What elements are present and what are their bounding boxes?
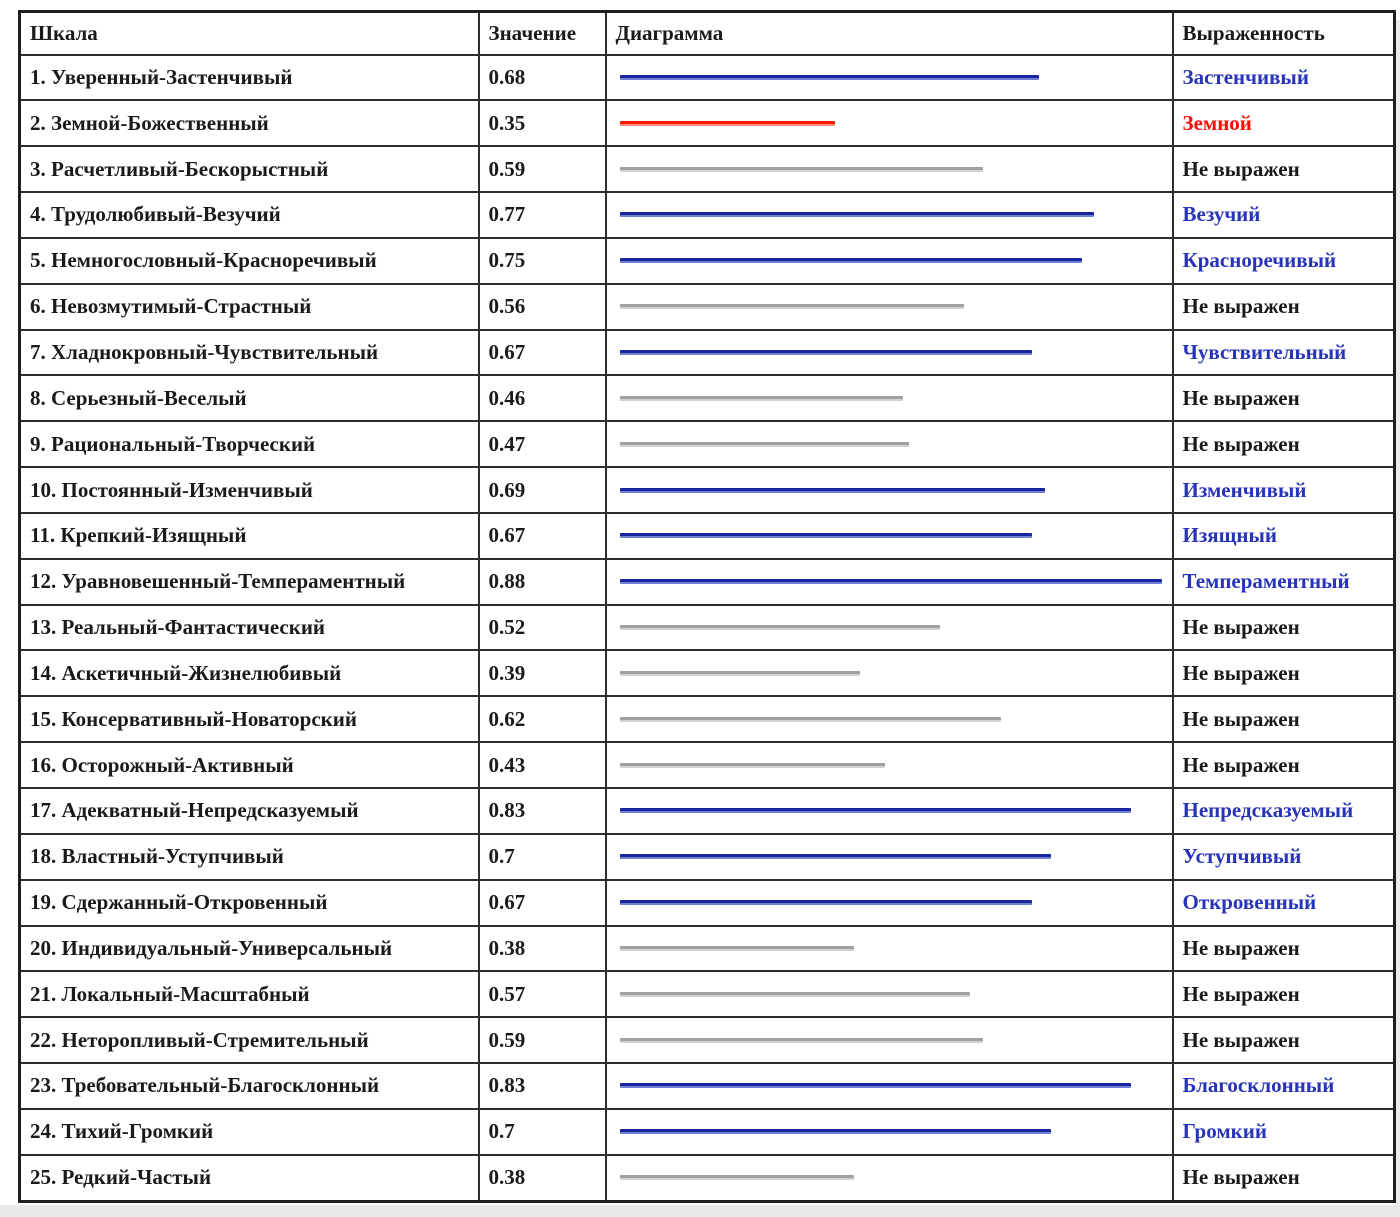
scale-cell: 5. Немногословный-Красноречивый [20, 238, 479, 284]
table-row [20, 880, 1395, 926]
diagram-cell [606, 1109, 1173, 1155]
diagram-cell [606, 1155, 1173, 1202]
value-bar [620, 808, 1132, 813]
scale-cell: 19. Сдержанный-Откровенный [20, 880, 479, 926]
value-cell: 0.67 [479, 513, 606, 559]
value-cell: 0.7 [479, 1109, 606, 1155]
table-row [20, 605, 1395, 651]
scale-cell: 20. Индивидуальный-Универсальный [20, 926, 479, 972]
table-row [20, 1017, 1395, 1063]
table-row [20, 513, 1395, 559]
table-row [20, 926, 1395, 972]
value-cell: 0.88 [479, 559, 606, 605]
table-row [20, 421, 1395, 467]
value-cell: 0.47 [479, 421, 606, 467]
table-row [20, 1063, 1395, 1109]
scale-cell: 18. Властный-Уступчивый [20, 834, 479, 880]
value-bar [620, 625, 940, 630]
scale-cell: 3. Расчетливый-Бескорыстный [20, 146, 479, 192]
value-cell: 0.46 [479, 375, 606, 421]
value-bar [620, 717, 1002, 722]
value-cell: 0.52 [479, 605, 606, 651]
value-bar [620, 671, 860, 676]
diagram-cell [606, 1017, 1173, 1063]
scale-cell: 6. Невозмутимый-Страстный [20, 284, 479, 330]
scale-cell: 4. Трудолюбивый-Везучий [20, 192, 479, 238]
value-bar [620, 900, 1033, 905]
value-cell: 0.57 [479, 971, 606, 1017]
value-bar [620, 1129, 1051, 1134]
expression-cell: Уступчивый [1173, 834, 1395, 880]
expression-cell: Красноречивый [1173, 238, 1395, 284]
table-row [20, 559, 1395, 605]
expression-cell: Застенчивый [1173, 55, 1395, 101]
page-edge-bottom [0, 1205, 1400, 1217]
value-bar [620, 533, 1033, 538]
value-cell: 0.83 [479, 1063, 606, 1109]
scale-cell: 17. Адекватный-Непредсказуемый [20, 788, 479, 834]
value-bar [620, 763, 885, 768]
value-bar [620, 442, 909, 447]
value-bar [620, 212, 1094, 217]
scale-cell: 11. Крепкий-Изящный [20, 513, 479, 559]
value-cell: 0.59 [479, 1017, 606, 1063]
diagram-cell [606, 421, 1173, 467]
table-body [20, 55, 1395, 1202]
diagram-cell [606, 926, 1173, 972]
expression-cell: Не выражен [1173, 1155, 1395, 1202]
scale-cell: 8. Серьезный-Веселый [20, 375, 479, 421]
value-cell: 0.75 [479, 238, 606, 284]
scale-cell: 9. Рациональный-Творческий [20, 421, 479, 467]
diagram-cell [606, 971, 1173, 1017]
expression-cell: Изящный [1173, 513, 1395, 559]
value-bar [620, 1038, 984, 1043]
expression-cell: Изменчивый [1173, 467, 1395, 513]
expression-cell: Не выражен [1173, 742, 1395, 788]
diagram-cell [606, 467, 1173, 513]
expression-cell: Не выражен [1173, 421, 1395, 467]
expression-cell: Не выражен [1173, 605, 1395, 651]
scale-cell: 1. Уверенный-Застенчивый [20, 55, 479, 101]
table-row [20, 834, 1395, 880]
value-cell: 0.38 [479, 1155, 606, 1202]
table-row [20, 1109, 1395, 1155]
value-bar [620, 258, 1082, 263]
value-cell: 0.43 [479, 742, 606, 788]
diagram-cell [606, 650, 1173, 696]
column-header-diagram: Диаграмма [606, 12, 1173, 55]
value-cell: 0.7 [479, 834, 606, 880]
diagram-cell [606, 238, 1173, 284]
header-row [20, 12, 1395, 55]
table-header [20, 12, 1395, 55]
diagram-cell [606, 742, 1173, 788]
expression-cell: Не выражен [1173, 650, 1395, 696]
diagram-cell [606, 330, 1173, 376]
diagram-cell [606, 513, 1173, 559]
value-bar [620, 396, 903, 401]
table-row [20, 696, 1395, 742]
value-bar [620, 304, 965, 309]
diagram-cell [606, 192, 1173, 238]
value-cell: 0.38 [479, 926, 606, 972]
table-row [20, 788, 1395, 834]
column-header-expression: Выраженность [1173, 12, 1395, 55]
value-cell: 0.62 [479, 696, 606, 742]
diagram-cell [606, 1063, 1173, 1109]
value-cell: 0.39 [479, 650, 606, 696]
value-bar [620, 121, 836, 126]
diagram-cell [606, 55, 1173, 101]
diagram-cell [606, 834, 1173, 880]
expression-cell: Непредсказуемый [1173, 788, 1395, 834]
value-cell: 0.68 [479, 55, 606, 101]
scale-cell: 2. Земной-Божественный [20, 100, 479, 146]
expression-cell: Не выражен [1173, 1017, 1395, 1063]
scale-cell: 23. Требовательный-Благосклонный [20, 1063, 479, 1109]
scale-cell: 14. Аскетичный-Жизнелюбивый [20, 650, 479, 696]
value-bar [620, 75, 1039, 80]
scale-cell: 10. Постоянный-Изменчивый [20, 467, 479, 513]
table-row [20, 284, 1395, 330]
value-cell: 0.59 [479, 146, 606, 192]
expression-cell: Чувствительный [1173, 330, 1395, 376]
expression-cell: Не выражен [1173, 971, 1395, 1017]
value-cell: 0.69 [479, 467, 606, 513]
value-bar [620, 488, 1045, 493]
value-cell: 0.83 [479, 788, 606, 834]
expression-cell: Не выражен [1173, 146, 1395, 192]
diagram-cell [606, 880, 1173, 926]
diagram-cell [606, 100, 1173, 146]
expression-cell: Благосклонный [1173, 1063, 1395, 1109]
table-row [20, 1155, 1395, 1202]
diagram-cell [606, 559, 1173, 605]
diagram-cell [606, 146, 1173, 192]
diagram-cell [606, 788, 1173, 834]
table-row [20, 650, 1395, 696]
value-cell: 0.67 [479, 330, 606, 376]
table-row [20, 375, 1395, 421]
expression-cell: Везучий [1173, 192, 1395, 238]
table-row [20, 55, 1395, 101]
value-cell: 0.67 [479, 880, 606, 926]
expression-cell: Громкий [1173, 1109, 1395, 1155]
value-bar [620, 946, 854, 951]
results-table [18, 10, 1396, 1203]
scale-cell: 25. Редкий-Частый [20, 1155, 479, 1202]
table-row [20, 971, 1395, 1017]
table-row [20, 192, 1395, 238]
scale-cell: 21. Локальный-Масштабный [20, 971, 479, 1017]
value-bar [620, 1175, 854, 1180]
value-bar [620, 579, 1162, 584]
table-row [20, 742, 1395, 788]
value-bar [620, 854, 1051, 859]
value-cell: 0.56 [479, 284, 606, 330]
column-header-value: Значение [479, 12, 606, 55]
scale-cell: 7. Хладнокровный-Чувствительный [20, 330, 479, 376]
expression-cell: Не выражен [1173, 284, 1395, 330]
expression-cell: Откровенный [1173, 880, 1395, 926]
table-row [20, 238, 1395, 284]
scale-cell: 12. Уравновешенный-Темпераментный [20, 559, 479, 605]
expression-cell: Земной [1173, 100, 1395, 146]
diagram-cell [606, 375, 1173, 421]
scale-cell: 15. Консервативный-Новаторский [20, 696, 479, 742]
expression-cell: Темпераментный [1173, 559, 1395, 605]
expression-cell: Не выражен [1173, 696, 1395, 742]
value-bar [620, 350, 1033, 355]
scale-cell: 24. Тихий-Громкий [20, 1109, 479, 1155]
scale-cell: 22. Неторопливый-Стремительный [20, 1017, 479, 1063]
diagram-cell [606, 605, 1173, 651]
table-row [20, 146, 1395, 192]
table-row [20, 467, 1395, 513]
scale-cell: 16. Осторожный-Активный [20, 742, 479, 788]
value-cell: 0.77 [479, 192, 606, 238]
value-bar [620, 992, 971, 997]
table-row [20, 330, 1395, 376]
diagram-cell [606, 284, 1173, 330]
column-header-scale: Шкала [20, 12, 479, 55]
value-bar [620, 167, 984, 172]
table-row [20, 100, 1395, 146]
value-cell: 0.35 [479, 100, 606, 146]
expression-cell: Не выражен [1173, 375, 1395, 421]
scale-cell: 13. Реальный-Фантастический [20, 605, 479, 651]
value-bar [620, 1083, 1132, 1088]
diagram-cell [606, 696, 1173, 742]
expression-cell: Не выражен [1173, 926, 1395, 972]
